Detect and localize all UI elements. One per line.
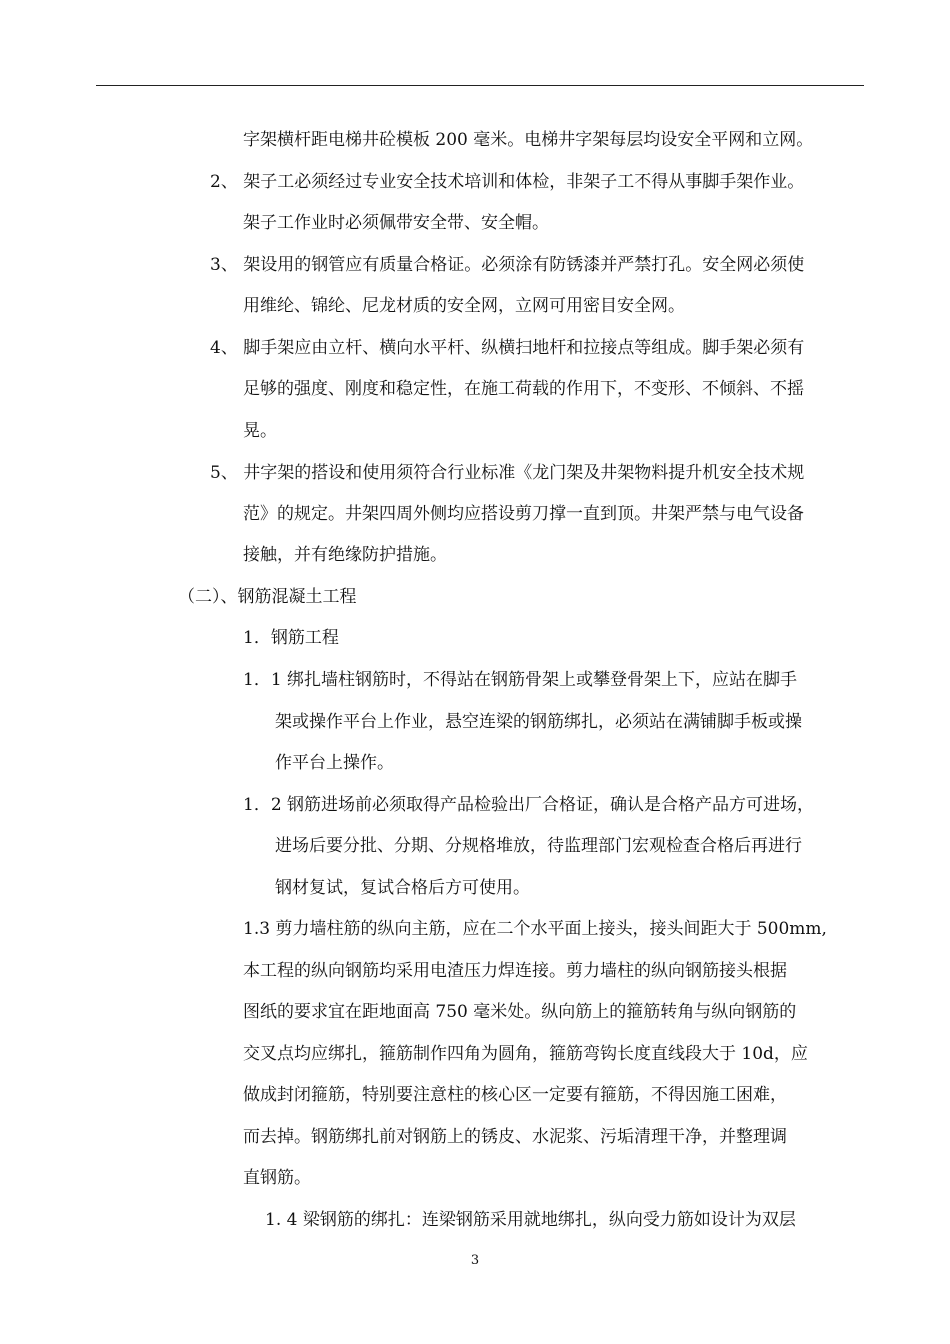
- text-line: 而去掉。钢筋绑扎前对钢筋上的锈皮、水泥浆、污垢清理干净，并整理调: [243, 1127, 787, 1147]
- text-line: 1. 4 梁钢筋的绑扎：连梁钢筋采用就地绑扎，纵向受力筋如设计为双层: [265, 1210, 796, 1230]
- section-heading: （二）、钢筋混凝土工程: [178, 587, 357, 607]
- text-line: 交叉点均应绑扎，箍筋制作四角为圆角，箍筋弯钩长度直线段大于 10d，应: [243, 1044, 808, 1064]
- subsection-heading: 1．钢筋工程: [243, 628, 339, 648]
- text-line: 直钢筋。: [243, 1168, 311, 1188]
- text-line: 1.3 剪力墙柱筋的纵向主筋，应在二个水平面上接头，接头间距大于 500mm,: [243, 919, 827, 939]
- text-line: 晃。: [243, 421, 277, 441]
- text-line: 字架横杆距电梯井砼模板 200 毫米。电梯井字架每层均设安全平网和立网。: [243, 130, 814, 150]
- text-line: 1．1 绑扎墙柱钢筋时，不得站在钢筋骨架上或攀登骨架上下，应站在脚手: [243, 670, 798, 690]
- text-line: 2、 架子工必须经过专业安全技术培训和体检，非架子工不得从事脚手架作业。: [210, 172, 805, 192]
- header-rule: [96, 85, 864, 86]
- text-line: 图纸的要求宜在距地面高 750 毫米处。纵向筋上的箍筋转角与纵向钢筋的: [243, 1002, 797, 1022]
- text-line: 本工程的纵向钢筋均采用电渣压力焊连接。剪力墙柱的纵向钢筋接头根据: [243, 961, 787, 981]
- text-line: 做成封闭箍筋，特别要注意柱的核心区一定要有箍筋，不得因施工困难，: [243, 1085, 787, 1105]
- text-line: 接触，并有绝缘防护措施。: [243, 545, 447, 565]
- text-line: 1．2 钢筋进场前必须取得产品检验出厂合格证，确认是合格产品方可进场，: [243, 795, 815, 815]
- text-line: 范》的规定。井架四周外侧均应搭设剪刀撑一直到顶。井架严禁与电气设备: [243, 504, 804, 524]
- text-line: 3、 架设用的钢管应有质量合格证。必须涂有防锈漆并严禁打孔。安全网必须使: [210, 255, 805, 275]
- text-line: 足够的强度、刚度和稳定性，在施工荷载的作用下，不变形、不倾斜、不摇: [243, 379, 804, 399]
- text-line: 进场后要分批、分期、分规格堆放，待监理部门宏观检查合格后再进行: [275, 836, 802, 856]
- text-line: 钢材复试，复试合格后方可使用。: [275, 878, 530, 898]
- text-line: 架子工作业时必须佩带安全带、安全帽。: [243, 213, 549, 233]
- text-line: 作平台上操作。: [275, 753, 394, 773]
- text-line: 架或操作平台上作业，悬空连梁的钢筋绑扎，必须站在满铺脚手板或操: [275, 712, 802, 732]
- text-line: 5、 井字架的搭设和使用须符合行业标准《龙门架及井架物料提升机安全技术规: [210, 463, 805, 483]
- page-number: 3: [470, 1253, 480, 1268]
- text-line: 用维纶、锦纶、尼龙材质的安全网，立网可用密目安全网。: [243, 296, 685, 316]
- text-line: 4、 脚手架应由立杆、横向水平杆、纵横扫地杆和拉接点等组成。脚手架必须有: [210, 338, 805, 358]
